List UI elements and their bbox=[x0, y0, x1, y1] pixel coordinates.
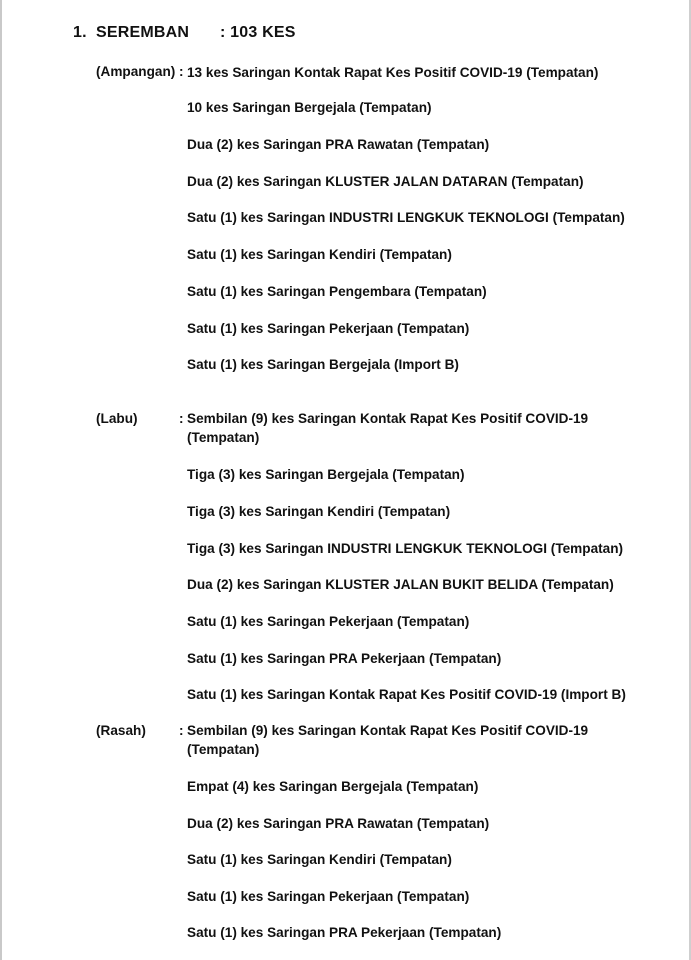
case-line: Satu (1) kes Saringan PRA Pekerjaan (Tempatan) bbox=[187, 651, 502, 666]
case-line: Satu (1) kes Saringan Pekerjaan (Tempatan) bbox=[187, 614, 470, 629]
area-colon: : bbox=[179, 411, 184, 426]
case-line: 13 kes Saringan Kontak Rapat Kes Positif COVID-19 (Tempatan) bbox=[187, 65, 599, 80]
area-label: (Ampangan) bbox=[96, 64, 176, 79]
page-edge-left bbox=[0, 0, 2, 960]
case-line: Sembilan (9) kes Saringan Kontak Rapat Kes Positif COVID-19 (Tempatan) bbox=[187, 723, 589, 757]
district-total: : 103 KES bbox=[220, 24, 296, 41]
case-line: Tiga (3) kes Saringan Kendiri (Tempatan) bbox=[187, 504, 451, 519]
case-line: Empat (4) kes Saringan Bergejala (Tempatan) bbox=[187, 779, 479, 794]
case-line: Satu (1) kes Saringan Kontak Rapat Kes Positif COVID-19 (Import B) bbox=[187, 687, 626, 702]
case-line: Tiga (3) kes Saringan INDUSTRI LENGKUK TEKNOLOGI (Tempatan) bbox=[187, 541, 624, 556]
area-label: (Rasah) bbox=[96, 723, 146, 738]
case-line: Satu (1) kes Saringan Bergejala (Import B) bbox=[187, 357, 459, 372]
case-line: Satu (1) kes Saringan PRA Pekerjaan (Tempatan) bbox=[187, 925, 502, 940]
district-name: SEREMBAN bbox=[96, 24, 190, 41]
area-label: (Labu) bbox=[96, 411, 138, 426]
district-number: 1. bbox=[73, 24, 87, 41]
case-line: Tiga (3) kes Saringan Bergejala (Tempatan) bbox=[187, 467, 465, 482]
case-line: Satu (1) kes Saringan Pekerjaan (Tempatan) bbox=[187, 889, 470, 904]
case-line: Satu (1) kes Saringan Kendiri (Tempatan) bbox=[187, 247, 452, 262]
case-line: Sembilan (9) kes Saringan Kontak Rapat Kes Positif COVID-19 (Tempatan) bbox=[187, 411, 589, 445]
case-line: 10 kes Saringan Bergejala (Tempatan) bbox=[187, 100, 432, 115]
case-line: Dua (2) kes Saringan KLUSTER JALAN DATARAN (Tempatan) bbox=[187, 174, 584, 189]
case-line: Satu (1) kes Saringan Pekerjaan (Tempatan) bbox=[187, 321, 470, 336]
case-line: Dua (2) kes Saringan PRA Rawatan (Tempatan) bbox=[187, 816, 490, 831]
case-line: Dua (2) kes Saringan KLUSTER JALAN BUKIT BELIDA (Tempatan) bbox=[187, 577, 614, 592]
area-colon: : bbox=[179, 723, 184, 738]
case-line: Satu (1) kes Saringan INDUSTRI LENGKUK TEKNOLOGI (Tempatan) bbox=[187, 210, 625, 225]
case-line: Satu (1) kes Saringan Kendiri (Tempatan) bbox=[187, 852, 452, 867]
area-colon: : bbox=[179, 64, 184, 79]
case-line: Satu (1) kes Saringan Pengembara (Tempatan) bbox=[187, 284, 487, 299]
case-line: Dua (2) kes Saringan PRA Rawatan (Tempatan) bbox=[187, 137, 490, 152]
